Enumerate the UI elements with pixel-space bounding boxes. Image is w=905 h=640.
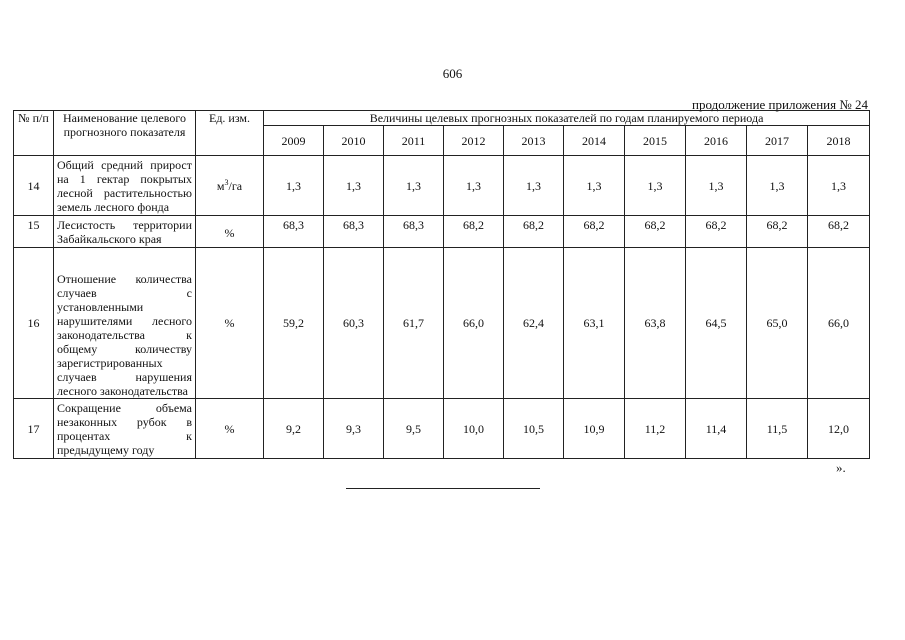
row-number: 14 <box>14 156 54 216</box>
value-cell: 68,2 <box>504 216 564 248</box>
value-cell: 12,0 <box>808 399 870 459</box>
value-cell: 1,3 <box>444 156 504 216</box>
closing-quote-mark: ». <box>836 460 846 475</box>
value-cell: 61,7 <box>384 248 444 399</box>
row-number: 17 <box>14 399 54 459</box>
header-year: 2016 <box>686 126 747 156</box>
header-year: 2017 <box>747 126 808 156</box>
header-year: 2018 <box>808 126 870 156</box>
row-number: 16 <box>14 248 54 399</box>
value-cell: 1,3 <box>625 156 686 216</box>
table-row <box>14 216 870 248</box>
header-year: 2015 <box>625 126 686 156</box>
value-cell: 9,3 <box>324 399 384 459</box>
header-year: 2009 <box>264 126 324 156</box>
indicator-name: Лесистость территории Забайкальского края <box>54 216 196 248</box>
value-cell: 1,3 <box>747 156 808 216</box>
value-cell: 10,5 <box>504 399 564 459</box>
value-cell: 1,3 <box>264 156 324 216</box>
table-row <box>14 156 870 216</box>
value-cell: 68,3 <box>324 216 384 248</box>
value-cell: 59,2 <box>264 248 324 399</box>
value-cell: 11,2 <box>625 399 686 459</box>
header-forecast-values: Величины целевых прогнозных показателей по годам планируемого периода <box>264 111 870 126</box>
unit-base: м <box>216 178 225 193</box>
value-cell: 66,0 <box>808 248 870 399</box>
header-unit: Ед. изм. <box>196 111 264 156</box>
value-cell: 63,1 <box>564 248 625 399</box>
header-row-number: № п/п <box>14 111 54 156</box>
value-cell: 68,2 <box>625 216 686 248</box>
page-number: 606 <box>442 66 463 81</box>
value-cell: 68,2 <box>444 216 504 248</box>
header-year: 2012 <box>444 126 504 156</box>
value-cell: 63,8 <box>625 248 686 399</box>
indicator-name: Сокращение объема незаконных рубок в процентах к предыдущему году <box>54 399 196 459</box>
value-cell: 1,3 <box>504 156 564 216</box>
end-divider-line <box>346 488 540 489</box>
header-year: 2013 <box>504 126 564 156</box>
unit-cell: % <box>196 399 264 459</box>
value-cell: 66,0 <box>444 248 504 399</box>
value-cell: 1,3 <box>564 156 625 216</box>
indicator-name: Общий средний прирост на 1 гектар покрытых лесной растительностью земель лесного фонда <box>54 156 196 216</box>
header-year: 2014 <box>564 126 625 156</box>
value-cell: 10,9 <box>564 399 625 459</box>
value-cell: 10,0 <box>444 399 504 459</box>
value-cell: 1,3 <box>808 156 870 216</box>
unit-cell: % <box>196 216 264 248</box>
unit-superscript: 3 <box>224 177 229 187</box>
value-cell: 68,3 <box>264 216 324 248</box>
value-cell: 60,3 <box>324 248 384 399</box>
value-cell: 62,4 <box>504 248 564 399</box>
value-cell: 11,4 <box>686 399 747 459</box>
forecast-indicators-table <box>13 110 870 459</box>
value-cell: 68,2 <box>564 216 625 248</box>
value-cell: 11,5 <box>747 399 808 459</box>
value-cell: 65,0 <box>747 248 808 399</box>
value-cell: 1,3 <box>324 156 384 216</box>
unit-cell <box>196 156 264 216</box>
value-cell: 9,5 <box>384 399 444 459</box>
value-cell: 68,2 <box>686 216 747 248</box>
value-cell: 9,2 <box>264 399 324 459</box>
value-cell: 68,2 <box>747 216 808 248</box>
table-row <box>14 399 870 459</box>
unit-cell: % <box>196 248 264 399</box>
value-cell: 68,2 <box>808 216 870 248</box>
row-number: 15 <box>14 216 54 248</box>
header-year: 2010 <box>324 126 384 156</box>
unit-rest: /га <box>228 178 243 193</box>
value-cell: 64,5 <box>686 248 747 399</box>
appendix-continuation-note: продолжение приложения № 24 <box>692 97 868 112</box>
value-cell: 1,3 <box>686 156 747 216</box>
table-row <box>14 248 870 399</box>
header-year: 2011 <box>384 126 444 156</box>
value-cell: 1,3 <box>384 156 444 216</box>
indicator-name: Отношение количества случаев с установленными нарушителями лесного законодательства к общему количеству зарегистрированных случаев нарушения лесного законодательства <box>54 248 196 399</box>
header-indicator-name: Наименование целевого прогнозного показателя <box>54 111 196 156</box>
value-cell: 68,3 <box>384 216 444 248</box>
